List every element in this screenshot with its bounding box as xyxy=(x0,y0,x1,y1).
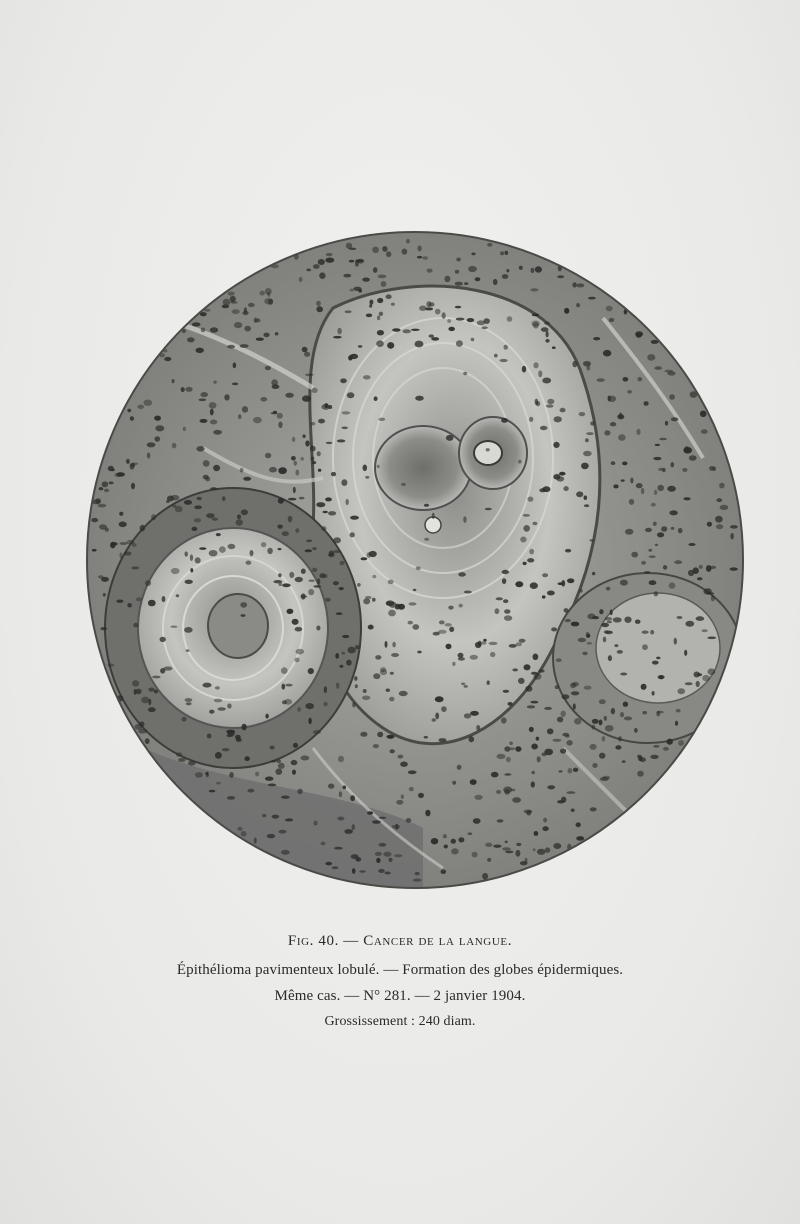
magnification-note: Grossissement : 240 diam. xyxy=(324,1014,476,1029)
figure-heading xyxy=(0,928,800,954)
micrograph-circle-icon xyxy=(83,228,747,892)
figure-number: Fig. 40. xyxy=(287,933,339,949)
figure-title: Cancer de la langue. xyxy=(363,933,513,949)
case-reference: Même cas. — N° 281. — 2 janvier 1904. xyxy=(274,988,526,1004)
figure-caption xyxy=(0,928,800,1035)
histology-micrograph xyxy=(83,228,747,892)
figure-dash: — xyxy=(338,933,364,949)
figure-subtitle: Épithélioma pavimenteux lobulé. — Formation des globes épidermiques. xyxy=(176,962,624,978)
